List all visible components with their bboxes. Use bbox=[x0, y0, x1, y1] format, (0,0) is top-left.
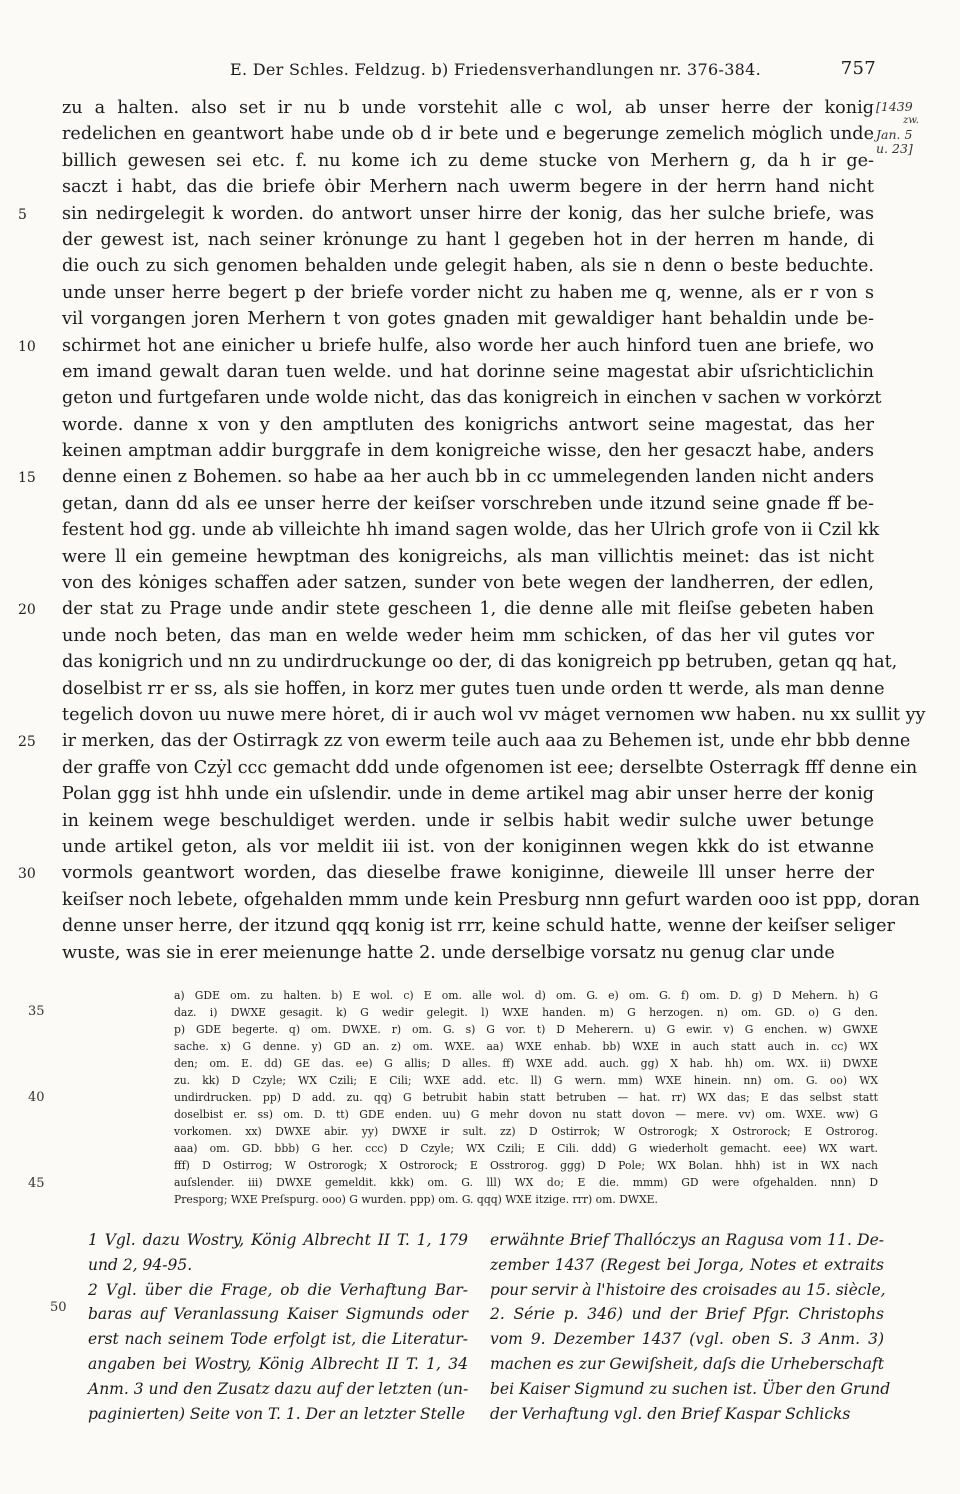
line-number: 10 bbox=[18, 338, 36, 355]
apparatus-number: 35 bbox=[28, 1004, 45, 1019]
page-number: 757 bbox=[840, 58, 876, 79]
text-line bbox=[62, 837, 874, 863]
apparatus-line: a) GDE om. zu halten. b) E wol. c) E om. alle wol. d) om. G. e) om. G. f) om. D. g) D Mehern. h) G bbox=[174, 989, 878, 1002]
text-line bbox=[62, 388, 882, 414]
text-line bbox=[62, 573, 874, 599]
apparatus-line: doselbist er. ss) om. D. tt) GDE enden. uu) G mehr dovon nu statt dovon — mere. vv) om. WXE. ww) G bbox=[174, 1108, 878, 1121]
text-line bbox=[62, 124, 874, 150]
text-line bbox=[62, 678, 885, 705]
footnote-line: pour servir à l'histoire des croisades au 15. siècle, bbox=[490, 1280, 886, 1299]
line-text: das konigrich und nn zu undirdruckunge oo der, di das konigreich pp betruben, getan qq hat, bbox=[62, 652, 898, 673]
margin-note-line: Jan. 5 bbox=[876, 127, 913, 142]
text-line bbox=[62, 151, 874, 177]
text-line bbox=[62, 784, 874, 810]
text-line bbox=[62, 230, 874, 256]
footnote-line: bei Kaiser Sigmund zu suchen ist. Über den Grund bbox=[490, 1379, 891, 1398]
line-text: keinen amptman addir burggrafe in dem konigreiche wisse, den her gesaczt habe, anders bbox=[62, 441, 874, 462]
margin-date-note bbox=[876, 100, 946, 156]
margin-note-line: u. 23] bbox=[876, 141, 913, 156]
line-text: redelichen en geantwort habe unde ob d ir bete und e begerunge zemelich mȯglich unde bbox=[62, 124, 874, 145]
line-text: der gewest ist, nach seiner krȯnunge zu hant l gegeben hot in der herren m hande, di bbox=[62, 229, 874, 250]
apparatus-line: daz. i) DWXE gesagit. k) G wedir gelegit. l) WXE handen. m) G herzogen. n) om. GD. o) G den. bbox=[174, 1006, 878, 1019]
apparatus-line: vorkomen. xx) DWXE abir. yy) DWXE ir sult. zz) D Ostirrok; W Ostrorogk; X Ostrorock; E Ostrorog. bbox=[174, 1125, 878, 1138]
apparatus-line: p) GDE begerte. q) om. DWXE. r) om. G. s) G vor. t) D Meherern. u) G ewir. v) G enchen. w) GWXE bbox=[174, 1023, 878, 1036]
line-text: der stat zu Prage unde andir stete gescheen 1, die denne alle mit fleiſse gebeten haben bbox=[62, 599, 874, 620]
line-text: denne einen z Bohemen. so habe aa her auch bb in cc ummelegenden landen nicht anders bbox=[62, 467, 874, 488]
line-number: 20 bbox=[18, 602, 36, 619]
footnote-line: der Verhaftung vgl. den Brief Kaspar Schlicks bbox=[490, 1404, 851, 1423]
line-text: der graffe von Czẏl ccc gemacht ddd unde ofgenomen ist eee; derselbte Osterragk fff denne ein bbox=[62, 757, 918, 778]
text-line bbox=[62, 256, 874, 282]
apparatus-number: 45 bbox=[28, 1176, 45, 1191]
line-text: unde artikel geton, als vor meldit iii ist. von der koniginnen wegen kkk do ist etwanne bbox=[62, 836, 874, 857]
apparatus-line: aaa) om. GD. bbb) G her. ccc) D Czyle; WX Czili; E Cili. ddd) G wiederholt gemacht. eee) WX wart. bbox=[174, 1142, 878, 1155]
line-text: tegelich dovon uu nuwe mere hȯret, di ir auch wol vv mȧget vernomen ww haben. nu xx sullit yy bbox=[62, 704, 926, 725]
text-line bbox=[62, 309, 874, 335]
apparatus-line: undirdrucken. pp) D add. zu. qq) G betrubit habin statt betruben — hat. rr) WX das; E das selbst statt bbox=[174, 1091, 878, 1104]
text-line bbox=[62, 283, 874, 309]
line-text: denne unser herre, der itzund qqq konig ist rrr, keine schuld hatte, wenne der keiſser seliger bbox=[62, 916, 895, 937]
line-text: in keinem wege beschuldiget werden. unde ir selbis habit wedir sulche uwer betunge bbox=[62, 810, 874, 831]
line-text: worde. danne x von y den amptluten des konigrichs antwort seine magestat, das her bbox=[62, 414, 874, 435]
margin-note-line: [1439 bbox=[876, 99, 913, 114]
apparatus-line: den; om. E. dd) GE das. ee) G allis; D alles. ff) WXE add. auch. gg) X hab. hh) om. WX. ii) DWXE bbox=[174, 1057, 878, 1070]
apparatus-line: sache. x) G denne. y) GD an. z) om. WXE. aa) WXE enhab. bb) WXE in auch statt auch in. cc) WX bbox=[174, 1040, 878, 1053]
line-text: schirmet hot ane einicher u briefe hulfe, also worde her auch hinford tuen ane briefe, wo bbox=[62, 335, 874, 356]
footnote-line: und 2, 94-95. bbox=[88, 1255, 193, 1274]
line-text: die ouch zu sich genomen behalden unde gelegit haben, als sie n denn o beste beduchte. bbox=[62, 256, 874, 277]
footnote-line: angaben bei Wostry, König Albrecht II T. 1, 34 bbox=[88, 1354, 468, 1373]
line-text: were ll ein gemeine hewptman des konigreichs, als man villichtis meinet: das ist nicht bbox=[62, 546, 874, 567]
footnote-line-number: 50 bbox=[50, 1300, 67, 1315]
footnote-line: Anm. 3 und den Zusatz dazu auf der letzten (un- bbox=[88, 1379, 469, 1398]
text-line bbox=[62, 889, 920, 916]
line-number: 30 bbox=[18, 866, 36, 883]
running-title: E. Der Schles. Feldzug. b) Friedensverhandlungen nr. 376-384. bbox=[230, 60, 762, 79]
text-line bbox=[62, 362, 874, 388]
footnote-line: zember 1437 (Regest bei Jorga, Notes et extraits bbox=[490, 1255, 884, 1274]
text-line bbox=[62, 520, 880, 546]
text-line bbox=[62, 415, 874, 441]
line-text: billich gewesen sei etc. f. nu kome ich zu deme stucke von Merhern g, da h ir ge- bbox=[62, 150, 874, 171]
line-text: vil vorgangen joren Merhern t von gotes gnaden mit gewaldiger hant behaldin unde be- bbox=[62, 309, 874, 330]
line-text: geton und furtgefaren unde wolde nicht, das das konigreich in einchen v sachen w vorkȯrzt bbox=[62, 388, 882, 409]
apparatus-line: zu. kk) D Czyle; WX Czili; E Cili; WXE add. etc. ll) G wern. mm) WXE hinein. nn) om. G. oo) WX bbox=[174, 1074, 878, 1087]
text-line bbox=[62, 441, 874, 467]
line-number: 5 bbox=[18, 206, 27, 223]
text-line bbox=[18, 863, 874, 889]
line-number: 15 bbox=[18, 470, 36, 487]
line-text: getan, dann dd als ee unser herre der keiſser vorschreben unde itzund seine gnade ff be- bbox=[62, 493, 874, 514]
running-header bbox=[230, 60, 920, 79]
footnotes-left-column bbox=[88, 1228, 468, 1426]
text-line bbox=[62, 943, 874, 969]
apparatus-line: Presporg; WXE Preſspurg. ooo) G wurden. ppp) om. G. qqq) WXE itzige. rrr) om. DWXE. bbox=[174, 1193, 658, 1206]
footnote-line: 1 Vgl. dazu Wostry, König Albrecht II T. 1, 179 bbox=[88, 1231, 468, 1249]
text-line bbox=[18, 467, 874, 493]
line-text: em imand gewalt daran tuen welde. und hat dorinne seine magestat abir uſsrichticlichin bbox=[62, 361, 874, 382]
line-text: zu a halten. also set ir nu b unde vorstehit alle c wol, ab unser herre der konig bbox=[62, 98, 874, 118]
text-line bbox=[62, 626, 874, 652]
footnote-line: vom 9. Dezember 1437 (vgl. oben S. 3 Anm. 3) bbox=[490, 1330, 884, 1349]
line-number: 25 bbox=[18, 734, 36, 751]
margin-note-line: zw. bbox=[903, 115, 919, 126]
line-text: keiſser noch lebete, ofgehalden mmm unde kein Presburg nnn gefurt warden ooo ist ppp, doran bbox=[62, 889, 920, 910]
line-text: sin nedirgelegit k worden. do antwort unser hirre der konig, das her sulche briefe, was bbox=[62, 203, 874, 224]
text-line bbox=[62, 916, 895, 942]
line-text: doselbist rr er ss, als sie hoffen, in korz mer gutes tuen unde orden tt werde, als man denne bbox=[62, 678, 885, 699]
line-text: festent hod gg. unde ab villeichte hh imand sagen wolde, das her Ulrich grofe von ii Czil kk bbox=[62, 520, 880, 541]
footnote-line: erst nach seinem Tode erfolgt ist, die Literatur- bbox=[88, 1330, 468, 1349]
apparatus-line: fff) D Ostirrog; W Ostrorogk; X Ostrorock; E Osstrorog. ggg) D Pole; WX Bolan. hhh) ist in WX nach bbox=[174, 1159, 878, 1172]
text-line bbox=[18, 335, 874, 362]
critical-apparatus bbox=[174, 987, 878, 1208]
apparatus-number: 40 bbox=[28, 1090, 45, 1105]
line-text: unde noch beten, das man en welde weder heim mm schicken, of das her vil gutes vor bbox=[62, 625, 874, 646]
text-line bbox=[62, 811, 874, 837]
line-text: von des kȯniges schaffen ader satzen, sunder von bete wegen der landherren, der edlen, bbox=[62, 573, 874, 594]
footnote-line: 2 Vgl. über die Frage, ob die Verhaftung Bar- bbox=[88, 1280, 468, 1299]
text-line bbox=[62, 704, 926, 731]
line-text: unde unser herre begert p der briefe vorder nicht zu haben me q, wenne, als er r von s bbox=[62, 282, 874, 303]
line-text: saczt i habt, das die briefe ȯbir Merhern nach uwerm begere in der herrn hand nicht bbox=[62, 177, 874, 198]
footnote-line: 2. Série p. 346) und der Brief Pfgr. Christophs bbox=[490, 1305, 884, 1324]
apparatus-line: auſslender. iii) DWXE gemeldit. kkk) om. G. lll) WX do; E die. mmm) GD were ofgehalden. nnn) D bbox=[174, 1176, 878, 1189]
footnote-line: baras auf Veranlassung Kaiser Sigmunds oder bbox=[88, 1305, 468, 1324]
text-line bbox=[62, 98, 874, 124]
line-text: ir merken, das der Ostirragk zz von ewerm teile auch aaa zu Behemen ist, unde ehr bbb denne bbox=[62, 731, 911, 752]
text-line bbox=[62, 177, 874, 203]
text-line bbox=[18, 203, 874, 230]
footnote-line: erwähnte Brief Thallóczys an Ragusa vom 11. De- bbox=[490, 1231, 884, 1249]
text-line bbox=[62, 494, 874, 520]
footnote-line: machen es zur Gewiſsheit, daſs die Urheberschaft bbox=[490, 1354, 884, 1373]
text-line bbox=[62, 547, 874, 573]
footnotes-right-column bbox=[490, 1228, 891, 1426]
footnote-line: paginierten) Seite von T. 1. Der an letzter Stelle bbox=[88, 1404, 466, 1423]
text-line bbox=[18, 731, 911, 757]
text-line bbox=[62, 757, 918, 784]
line-text: Polan ggg ist hhh unde ein uſslendir. unde in deme artikel mag abir unser herre der konig bbox=[62, 784, 874, 805]
line-text: wuste, was sie in erer meienunge hatte 2. unde derselbige vorsatz nu genug clar unde bbox=[62, 942, 835, 963]
text-line bbox=[18, 599, 874, 625]
text-line bbox=[62, 652, 898, 678]
line-text: vormols geantwort worden, das dieselbe frawe koniginne, dieweile lll unser herre der bbox=[62, 863, 874, 884]
